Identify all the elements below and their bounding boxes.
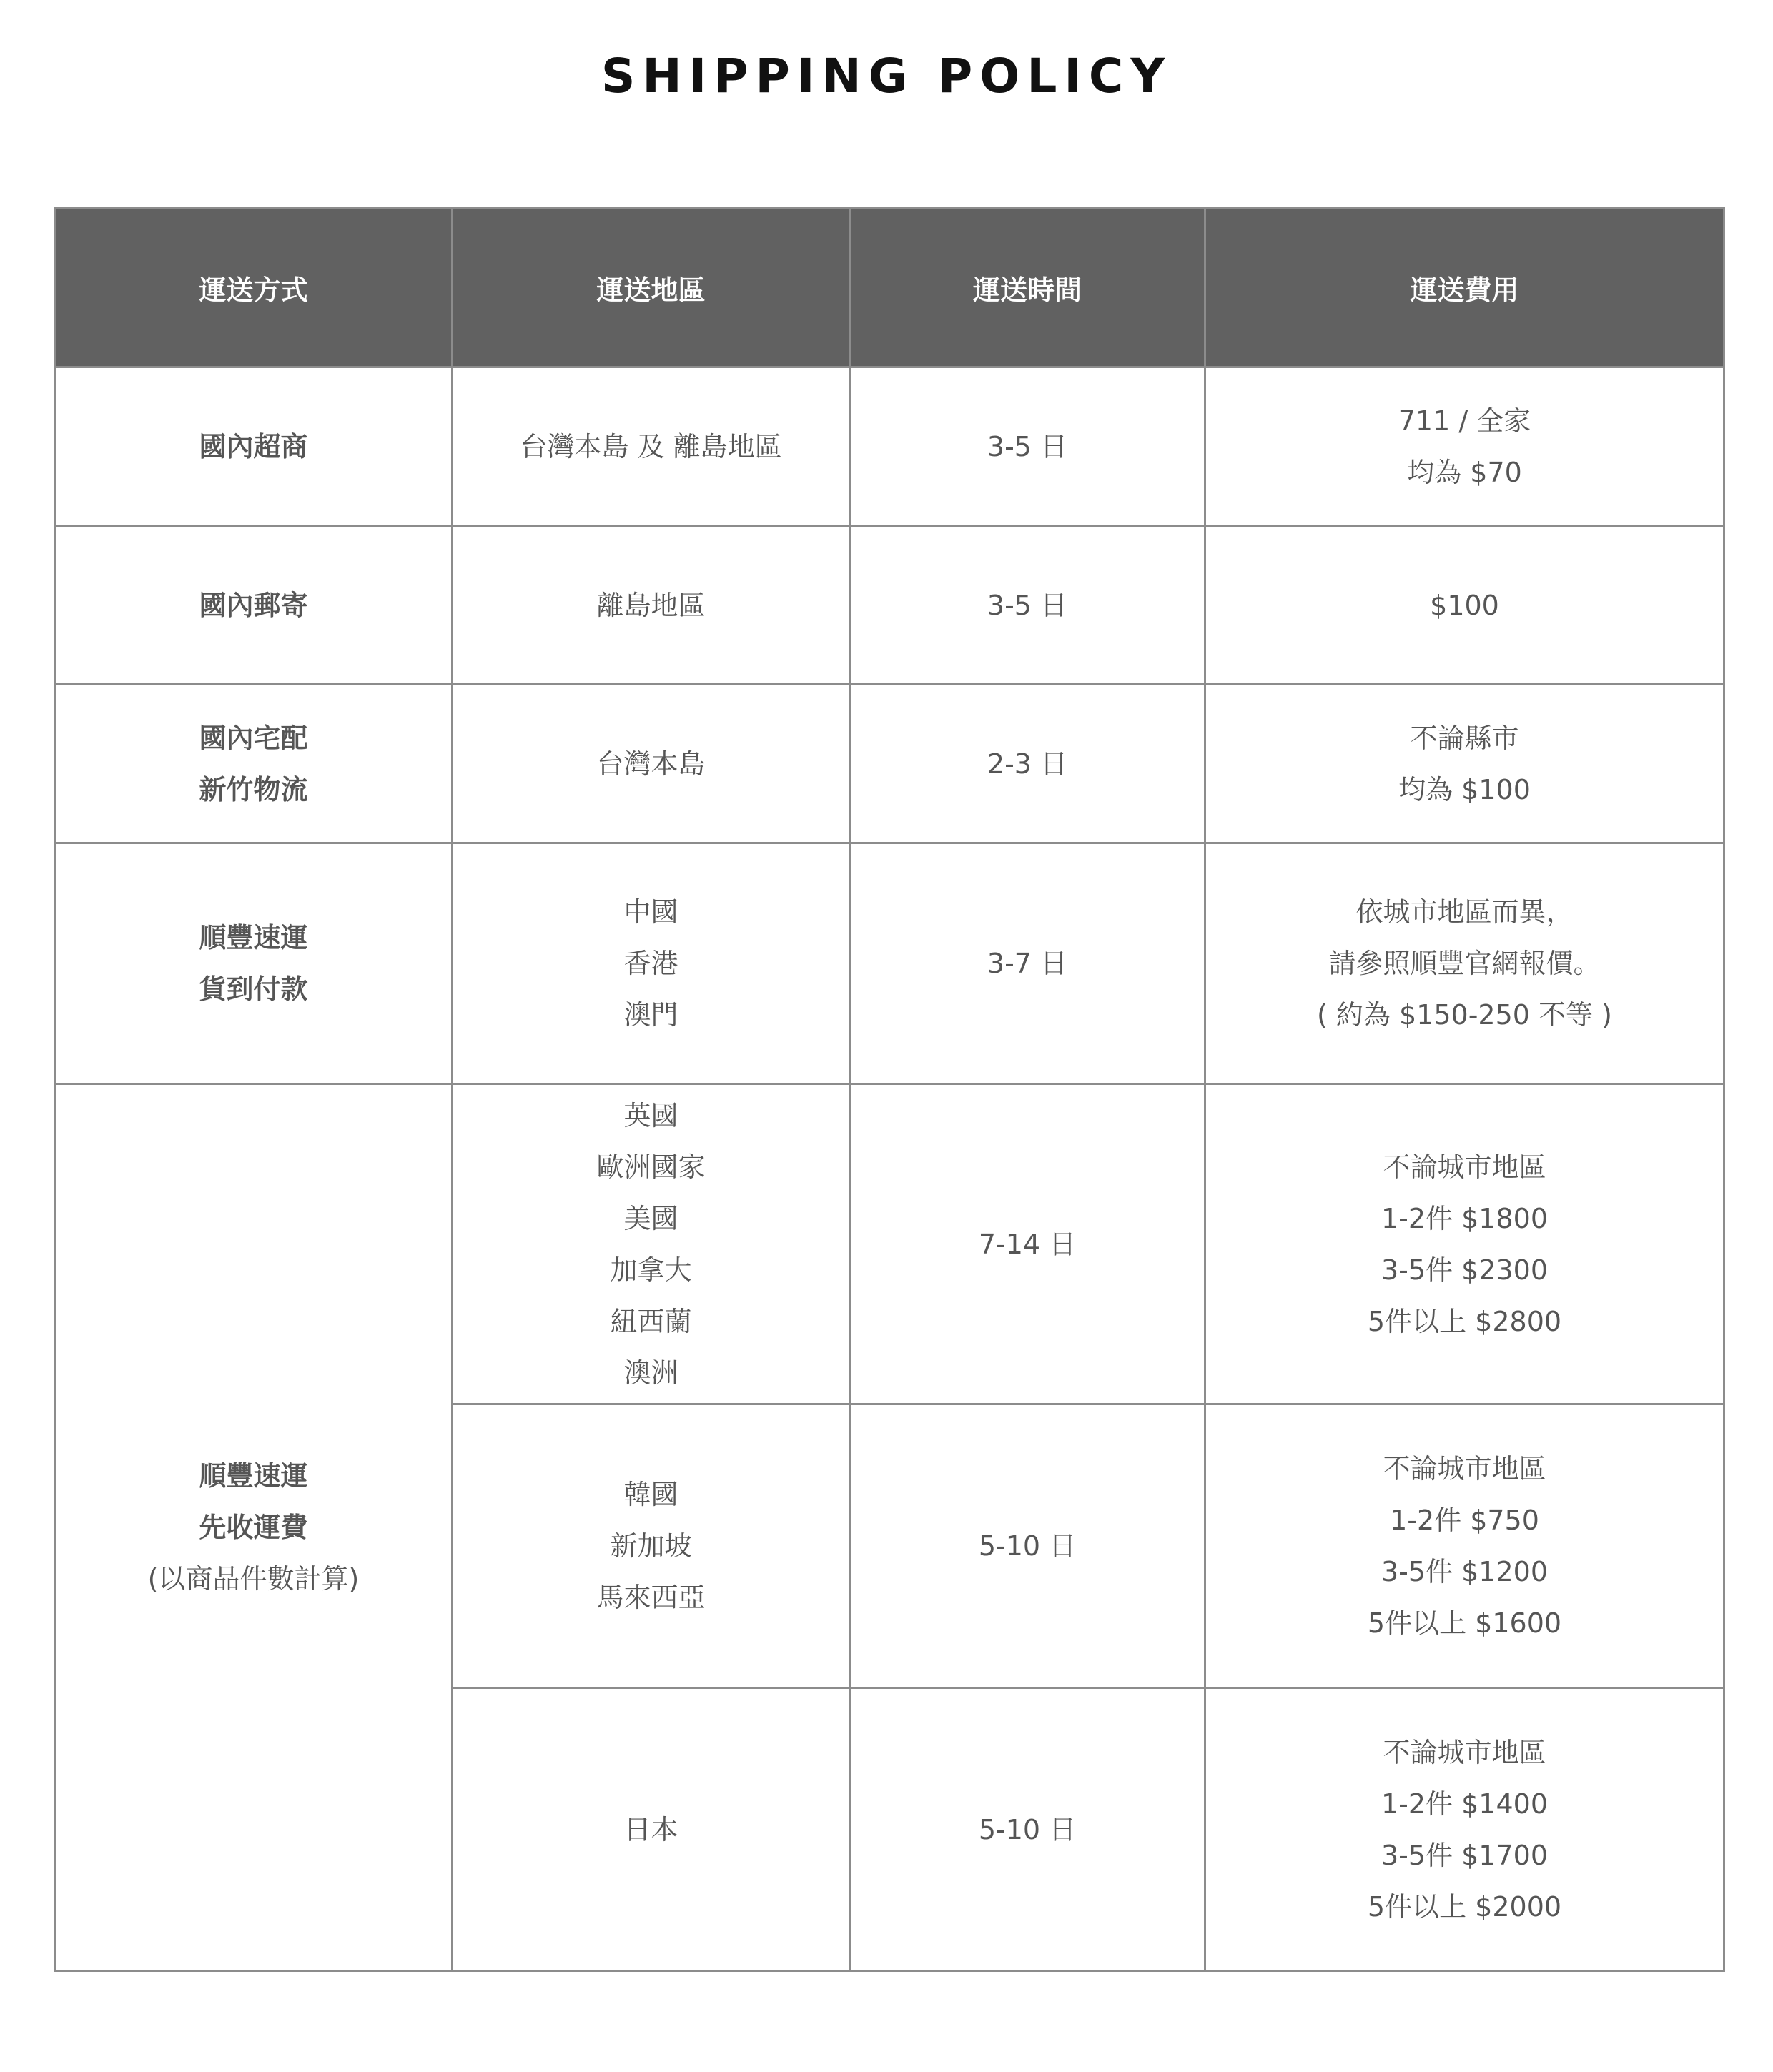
method-line: (以商品件數計算) bbox=[147, 1563, 360, 1595]
region-line: 香港 bbox=[623, 948, 678, 979]
fee-line: 均為 $70 bbox=[1407, 456, 1522, 488]
fee-line: 5件以上 $1600 bbox=[1367, 1607, 1562, 1639]
region-cell bbox=[453, 1688, 850, 1971]
header-time: 運送時間 bbox=[850, 209, 1205, 367]
region-line: 澳門 bbox=[623, 999, 678, 1031]
method-line: 順豐速運 bbox=[199, 922, 308, 953]
fee-line: 不論城市地區 bbox=[1383, 1736, 1546, 1768]
region-line: 歐洲國家 bbox=[596, 1151, 706, 1183]
time-cell bbox=[850, 526, 1205, 685]
region-line: 台灣本島 bbox=[596, 748, 706, 780]
region-line: 加拿大 bbox=[610, 1254, 692, 1286]
fee-line: 711 / 全家 bbox=[1398, 405, 1531, 437]
fee-line: 不論縣市 bbox=[1410, 722, 1519, 754]
fee-line: 不論城市地區 bbox=[1383, 1151, 1546, 1183]
method-line: 先收運費 bbox=[199, 1512, 308, 1543]
method-cell bbox=[55, 843, 453, 1084]
region-line: 中國 bbox=[623, 896, 678, 928]
time-value: 3-5 日 bbox=[987, 430, 1068, 462]
fee-cell bbox=[1205, 1404, 1724, 1688]
region-line: 英國 bbox=[623, 1099, 678, 1131]
region-line: 澳洲 bbox=[623, 1357, 678, 1389]
header-method: 運送方式 bbox=[55, 209, 453, 367]
method-line: 貨到付款 bbox=[199, 973, 308, 1005]
header-region: 運送地區 bbox=[453, 209, 850, 367]
region-cell bbox=[453, 367, 850, 526]
time-value: 3-5 日 bbox=[987, 589, 1068, 621]
method-line: 國內郵寄 bbox=[199, 589, 308, 621]
fee-line: 1-2件 $1400 bbox=[1381, 1788, 1549, 1820]
region-cell bbox=[453, 1084, 850, 1404]
fee-line: 請參照順豐官網報價。 bbox=[1328, 948, 1601, 979]
fee-cell bbox=[1205, 685, 1724, 843]
region-line: 台灣本島 及 離島地區 bbox=[520, 430, 782, 462]
table-row bbox=[55, 685, 1724, 843]
fee-cell bbox=[1205, 843, 1724, 1084]
fee-line: 3-5件 $2300 bbox=[1381, 1254, 1549, 1286]
method-line: 國內超商 bbox=[199, 430, 308, 462]
time-cell bbox=[850, 843, 1205, 1084]
time-value: 7-14 日 bbox=[978, 1228, 1077, 1260]
fee-line: 均為 $100 bbox=[1398, 773, 1531, 805]
fee-cell bbox=[1205, 1084, 1724, 1404]
fee-line: 依城市地區而異， bbox=[1355, 896, 1574, 928]
time-cell bbox=[850, 1688, 1205, 1971]
fee-line: 3-5件 $1700 bbox=[1381, 1839, 1549, 1871]
method-line: 國內宅配 bbox=[199, 722, 308, 754]
table-row bbox=[55, 367, 1724, 526]
method-line: 新竹物流 bbox=[199, 773, 308, 805]
table-row bbox=[55, 843, 1724, 1084]
fee-cell bbox=[1205, 526, 1724, 685]
fee-line: $100 bbox=[1430, 589, 1499, 621]
fee-line: 5件以上 $2800 bbox=[1367, 1305, 1562, 1337]
fee-cell bbox=[1205, 1688, 1724, 1971]
method-cell bbox=[55, 685, 453, 843]
header-fee: 運送費用 bbox=[1205, 209, 1724, 367]
region-line: 新加坡 bbox=[610, 1530, 692, 1562]
region-cell bbox=[453, 1404, 850, 1688]
fee-cell bbox=[1205, 367, 1724, 526]
region-line: 離島地區 bbox=[596, 589, 706, 621]
fee-line: ( 約為 $150-250 不等 ) bbox=[1317, 999, 1612, 1031]
time-value: 3-7 日 bbox=[987, 948, 1068, 979]
time-cell bbox=[850, 367, 1205, 526]
table-row bbox=[55, 1084, 1724, 1404]
method-cell bbox=[55, 367, 453, 526]
region-cell bbox=[453, 685, 850, 843]
region-line: 紐西蘭 bbox=[610, 1305, 692, 1337]
method-line: 順豐速運 bbox=[199, 1460, 308, 1492]
fee-line: 1-2件 $750 bbox=[1390, 1505, 1539, 1536]
fee-line: 5件以上 $2000 bbox=[1367, 1890, 1562, 1923]
time-cell bbox=[850, 1404, 1205, 1688]
region-cell bbox=[453, 526, 850, 685]
table-row bbox=[55, 526, 1724, 685]
fee-line: 不論城市地區 bbox=[1383, 1453, 1546, 1484]
fee-line: 1-2件 $1800 bbox=[1381, 1202, 1549, 1234]
region-line: 韓國 bbox=[623, 1479, 678, 1510]
time-cell bbox=[850, 1084, 1205, 1404]
region-line: 馬來西亞 bbox=[596, 1582, 706, 1613]
shipping-table bbox=[54, 207, 1725, 1972]
time-value: 5-10 日 bbox=[978, 1530, 1077, 1562]
table-header-row bbox=[55, 209, 1724, 367]
fee-line: 3-5件 $1200 bbox=[1381, 1556, 1549, 1587]
method-cell bbox=[55, 526, 453, 685]
region-line: 日本 bbox=[623, 1813, 678, 1845]
time-value: 5-10 日 bbox=[978, 1813, 1077, 1845]
page-title: SHIPPING POLICY bbox=[601, 49, 1172, 104]
time-cell bbox=[850, 685, 1205, 843]
time-value: 2-3 日 bbox=[987, 748, 1068, 780]
method-cell bbox=[55, 1084, 453, 1971]
region-line: 美國 bbox=[623, 1202, 678, 1234]
region-cell bbox=[453, 843, 850, 1084]
